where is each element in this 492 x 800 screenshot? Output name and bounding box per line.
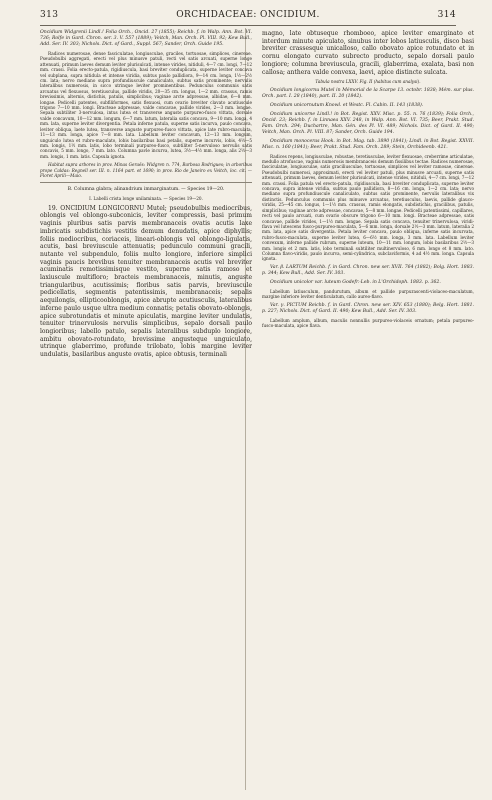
- plate-reference: Tabula nostra LXXV. Fig. II (habitus cum analysi).: [315, 79, 421, 85]
- running-title: ORCHIDACEAE: ONCIDIUM.: [176, 10, 320, 20]
- right-page-number: 314: [437, 10, 456, 20]
- section-b-heading: B. Columna glabra; alinandrium immarginatum. — Species 19—20.: [67, 187, 225, 193]
- variety-gamma-description: Labellum amplum, album, maculis nonnullis purpureo-violaceis ornatum; petala purpureo-fusco-maculata, apice flava.: [262, 317, 474, 328]
- habitat-widgrenii: Habitat supra arbores in prov. Minas Geraës: Widgren n. 774, Barbosa Rodrigues; in arboribus prope Caldas: Regnell ser. III. n. 1164 part. et 1690; in prov. Rio de Janeiro ex Veitch, loc. cit. — Floret Aprili—Maio.: [40, 162, 252, 178]
- section-divider: [40, 182, 252, 183]
- variety-gamma: Var. γ. PICTUM Reichb. f. in Gard. Chron. new ser. XIV. 653 (1880); Belg. Hort. 1881. p. 227; Nichols. Dict. of Gard. II. 490; Kew Bull., Add. Ser. IV. 303.: [262, 302, 474, 314]
- synonym-unicornutum: Oncidium unicornutum Knowl. et Westc. Fl. Cabin. II. 143 (1838).: [270, 102, 424, 108]
- section-i-heading: I. Labelli crista longe unilaminata. — Species 19—20.: [89, 196, 203, 202]
- synonym-widgrenii: Oncidium Widgrenii Lindl.! Folia Orch., Oncid. 27 (1855); Reichb. f. in Walp. Ann. Bot. VI. 736; Rolfe in Gard. Chron. ser. 3. V. 557 (1889); Veitch, Man. Orch. Pl. VIII. 92; Kew Bull., Add. Ser. IV. 303; Nichols. Dict. of Gard., Suppl. 567; Sander, Orch. Guide 195.: [40, 30, 252, 47]
- variety-beta-description: Labellum latiusculum, pandurutum, album et pallide purpurascenti-violaceo-maculatum, margine inferiore leviter denticulatum, callo aureo-flavo.: [262, 288, 474, 300]
- variety-beta: Var. β. LARTUM Reichb. f. in Gard. Chron. new ser. XVII. 764 (1882); Bolg. Hort. 1883. p. 344; Kew Bull., Add. Ser. IV. 303.: [262, 264, 474, 276]
- synonym-monoceras: Oncidium monoceras Hook. in Bot. Mag. tab. 3890 (1841); Lindl. in Bot. Regist. XXVII. Misc. n. 160 (1841); Beer, Prakt. Stud. Fam. Orch. 289; Stein, Orchideenb. 421.: [262, 138, 474, 150]
- diagnosis-continuation: magno, late obtuseque rhomboeo, apice leviter emarginato et interdum minute apiculato, sinubus inter lobos latiusculis, disco basi breviter crassesque unicalloso, callo obovato apice rotundato et in cornu elongato curvato subrecto producto, sepalo dorsali paulo longiore; columna breviuscula, gracili, glaberrima, exalata, basi non callosa; anthera valde convexa, laevi, apice distincte sulcata.: [262, 30, 474, 76]
- left-page-number: 313: [40, 10, 59, 20]
- synonym-longicornu: Oncidium longicornu Mutel in Mémorial de la Scarpe 13. octobr. 1838; Mém. sur plus. Orch. part. I. 28 (1840), part. II. 20 (1842).: [262, 87, 474, 99]
- description-longicornu: Radices repens, longiusculae, robustae, teretiusculae, leviter flexuosae, creberrime articulatae, medullo atrofuscae, vaginis numerosis membranaceis demum fissilibus tectae. Radices numerosae, fasciculatae, longiusculae, satis graciliusculae, tortuosae, simplices vel leviter ramosae, cinereae. Pseudobulbi numerosi, approximati, erecti vel leviter patuli, plus minusve arcuati, superne satis attenuati, primum laeves, demum leviter plurisulcati, intense virides, nitiduli, 4—7 cm. longi, 7—12 mm. crassi. Folia patula vel erecto-patula, rigidiuscula, basi breviter conduplicata, superne leviter concava, supra intense viridia, subtus paulo pallidiora, 8—16 cm. longa, 1—2 cm. lata; nervo mediano supra profundiuscule canaliculato, subtus satis prominente, nervulis lateralibus vix distinctis. Pedunculus communis plus minusve arcuatus, teretiusculus, laevis, pallide glauco-viridis, 25—45 cm. longus, 1—1½ mm. crassus, ramis elongatis, subdistichis, gracilibus, patulis, simplicibus; vaginae arcte adpressae, concavae, 5—8 mm. longae. Pedicelli patentissimi, capillares, recti vel paulo arcuati, cum ovario obscure trigono 6—10 mm. longi. Bracteae adpressae, satis concavae, pallide virides, 1—1½ mm. longae. Sepala satis concava, tenuiter trinervulosa, viridi-flava vel lutescens fusco-purpureo-maculata, 5—6 mm. longa, dorsale 2½—3 mm. latum, lateralia 2 mm. lata, apice satis divergentia. Petala leviter concava, paulo obliqua, inferne satis incurvata, rubro-fusco-maculata, superne leviter lutea, 6—6½ mm. longa, 3 mm. lata. Labellum leviter convexum, inferne pallide rubrum, superne luteum, 10—11 mm. longum, lobis basilaribus 2½—3 mm. longis et 2 mm. latis, lobo terminali subtiliter multinervuloso, 6 mm. longo et 8 mm. lato. Columna flavo-viridis, paulo incurva, semi-cylindrica, subclaviformis, 4 ad 4½ mm. longa. Capsula ignota.: [262, 153, 474, 262]
- left-column: [40, 30, 252, 362]
- species-19-diagnosis: 19. ONCIDIUM LONGICORNU Mutel; pseudobulbis mediocribus, oblongis vel oblongo-subconicis, leviter compressis, basi primum vaginis pluribus satis parvis membranaceis ovatis acutis laxe imbricatis subdistichis vestitis demum denudatis, apice diphyllis; foliis mediocribus, coriaceis, lineari-oblongis vel oblongo-ligulatis, acutis, basi breviuscule attenuatis; pedunculo communi gracili, nutante vel subpendulo, foliis multo longiore, inferiore simplici vaginis paucis brevibus tenuiter membranaceis acutis vel breviter acuminatis remotissimisque vestito, superne satis ramoso et laxiuscule multifloro; bracteis membranaceis, minutis, anguste triangularibus, acutissimis; floribus satis parvis, breviuscule pedicellatis, segmentis patentissimis, membranaceis; sepalis aequilongis, ellipticooblongis, apice abrupte acutiusculis, lateralibus inferne paulo usque ultra medium connatis; petalis obovato-oblongis, apice subrotundatis et minute apiculatis, margine leviter undulatis, tenuiter trinervulosis nervulis simplicibus, sepalo dorsali paulo longioribus; labello patulo, sepalis lateralibus subduplo longiore, ambitu obovato-rotundato, brevissime angusteque unguiculato, utrinque glaberrimo, profunde trilobato, lobis margine leviter undulatis, basilaribus anguste ovatis, apice obtusis, terminali: [40, 204, 252, 359]
- right-column: [262, 30, 474, 331]
- page-header: [40, 10, 456, 24]
- header-rule: [40, 25, 456, 26]
- description-widgrenii: Radices numerosae, dense fasciculatae, longiusculae, graciles, tortuosae, simplices, cinereae. Pseudobulbi aggregati, erecti vel plus minusve patuli, recti vel satis arcuati, superne longe attenuati, primum laeves demum leviter plurisulcati, intense virides, nitiduli, 4—7 cm. longi, 7—12 mm. crassi. Folia erecto-patula, rigidiuscula, basi breviter conduplicata, superne leviter concava vel subplana, supra nitidula et intense viridia, subtus paulo pallidiora, 9—14 cm. longa, 1½—2½ cm. lata; nervo mediano supra profundiuscule canaliculato, subtus satis prominente; nervulis lateralibus numerosis, in sicco utrinque leviter prominentibus. Pedunculus communis satis arcuatus vel flexuosus, teretiusculus, pallide viridis, 20—35 cm. longus, 1—2 mm. crassus, ramis brevissimis, alternis, distichis, patulis, simplicibus; vaginae arcte adpressae, albidae, 6—8 mm. longae. Pedicelli patentes, subfiliformes, satis flexuosi, cum ovario breviter clavato acutiuscule trigono 7—10 mm. longi. Bracteae adpressae, valde concavae, pallide virides, 2—3 mm. longae. Sepala subtiliter 3-nervulosa, intus lutea et transverse anguste purpureo-fusco vittata, dorsale valde concavum, 10—12 mm. longum, 6—7 mm. latum, lateralia satis concava, 9—10 mm. longa, 4 mm. lata, superne leviter divergentia. Petala inferne patula, superne satis incurva, paulo concava, leviter obliqua, laete lutea, transverse anguste purpureo-fusco vittata, apice late rubro-maculata, 11—13 mm. longa, apice 7—8 mm. lata. Labellum leviter concavum, 12—13 mm. longum, unguiculo lutea et rubro-maculato, lobis basilaribus basi petalis, superne incurvis, lobis, 4½—5 mm. longis, 1½ mm. latis, lobo terminali purpureo-fusco, subtiliter 5-nervuloso nervulis satis concavis, 5 mm. longo, 7 mm. lato. Columna pavle incurva, lutea, 3½—4½ mm. longa, alis 2½—3 mm. longis, 1 mm. latis. Capsula ignota.: [40, 51, 252, 159]
- synonym-unicorne: Oncidium unicorne Lindl.! in Bot. Regist. XXV. Misc. p. 55. n. 76 (1839); Folia Orch., Oncid. 23; Reichb. f. in Linnaea XXV. 248, in Walp. Ann. Bot. VI. 735; Beer, Prakt. Stud. Fam. Orch. 294; Duchartre, Man. Gén. des Pl. VI. 489; Nichols. Dict. of Gard. II. 490; Veitch, Man. Orch. Pl. VIII. 87; Sander, Orch. Guide 194.: [262, 111, 474, 135]
- variety-beta-synonym: Oncidium unicolor var. luteum Godefr.-Leb. in L'Orchidoph. 1883. p. 362.: [270, 279, 441, 285]
